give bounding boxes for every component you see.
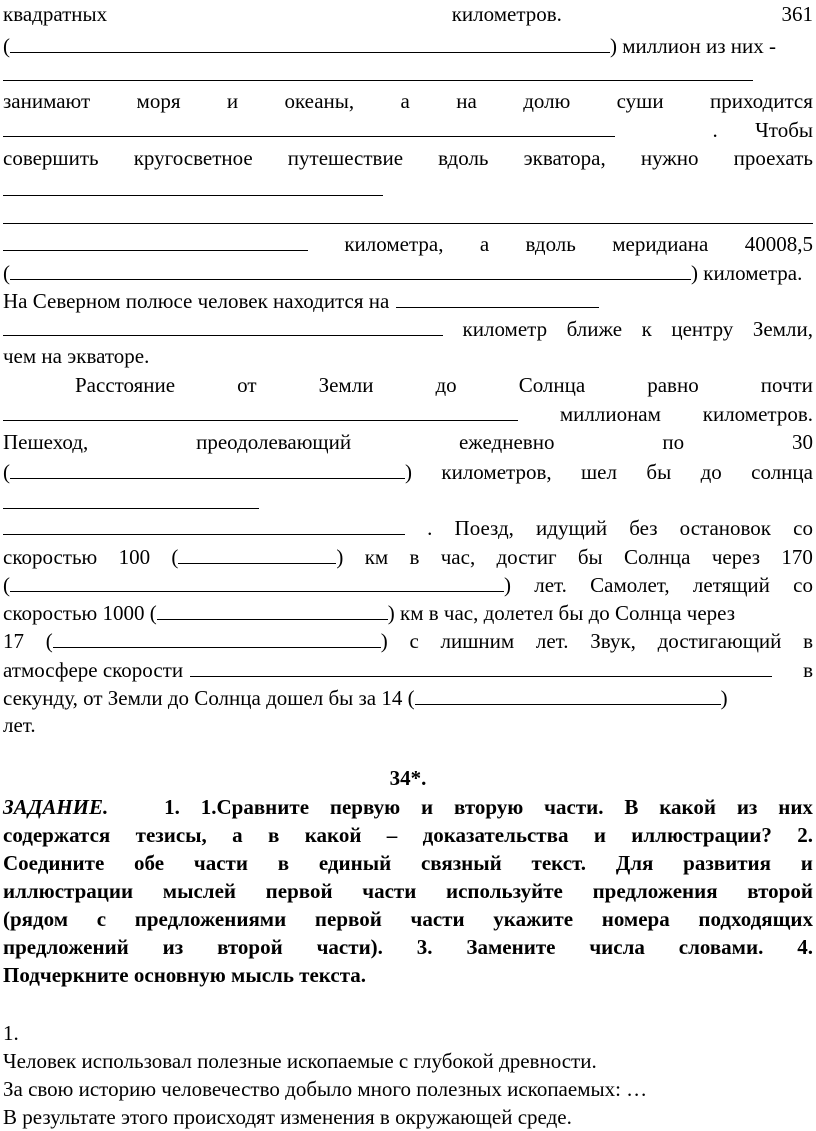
part-number xyxy=(3,1020,813,1047)
word: Поезд, xyxy=(454,516,514,540)
word: части xyxy=(410,907,465,931)
word: . xyxy=(427,516,433,540)
word: бы xyxy=(646,460,672,484)
task-line-6 xyxy=(3,934,813,961)
word: обе xyxy=(134,851,165,875)
word: связный xyxy=(420,851,502,875)
text-line-15 xyxy=(3,400,813,427)
word: 1. xyxy=(164,795,180,819)
task-line-2 xyxy=(3,822,813,849)
word: первой xyxy=(314,907,382,931)
word: а xyxy=(400,89,410,113)
word: с xyxy=(409,629,419,653)
paren: ( xyxy=(171,545,179,569)
text-line-16 xyxy=(3,429,813,456)
word: приходится xyxy=(709,89,813,113)
word: бы xyxy=(577,545,603,569)
text-line-23 xyxy=(3,627,813,654)
fill-in-blank[interactable] xyxy=(3,315,443,336)
word: совершить xyxy=(3,146,99,170)
paren: ( xyxy=(3,34,10,58)
word: а xyxy=(232,823,243,847)
word: кругосветное xyxy=(133,146,253,170)
word: из xyxy=(162,935,184,959)
text-line-5 xyxy=(3,116,813,143)
text-run: секунду, от Земли до Солнца дошел бы за 14 ( xyxy=(3,686,415,710)
word: океаны, xyxy=(284,89,355,113)
text-line-9 xyxy=(3,230,813,257)
word: второй xyxy=(747,879,813,903)
word: Земли, xyxy=(752,317,813,341)
paren: ) xyxy=(336,545,344,569)
word: идущий xyxy=(536,516,608,540)
word: км xyxy=(364,545,389,569)
word: лет. xyxy=(535,629,569,653)
text-line-2 xyxy=(3,32,813,59)
word: солнца xyxy=(751,460,813,484)
fill-in-blank[interactable] xyxy=(10,32,610,53)
text-line-21 xyxy=(3,571,813,598)
fill-in-blank[interactable] xyxy=(396,287,599,308)
word: долю xyxy=(523,89,571,113)
word: достиг xyxy=(496,545,557,569)
task-line-7 xyxy=(3,962,813,989)
task-line-1 xyxy=(3,794,813,821)
fill-in-blank[interactable] xyxy=(3,400,518,421)
word: В xyxy=(624,795,639,819)
text-line-25 xyxy=(3,684,813,711)
word: Пешеход, xyxy=(3,430,89,454)
number: 40008,5 xyxy=(744,232,813,256)
word: вторую xyxy=(454,795,524,819)
word: Земли xyxy=(318,373,374,397)
word: второй xyxy=(217,935,283,959)
text-run: ) км в час, долетел бы до Солнца через xyxy=(387,601,736,625)
fill-in-blank[interactable] xyxy=(178,543,336,564)
word: используйте xyxy=(446,879,563,903)
fill-in-blank[interactable] xyxy=(10,458,405,479)
text-line-22 xyxy=(3,599,813,626)
word: мыслей xyxy=(162,879,236,903)
text-run: 1. xyxy=(3,1021,19,1045)
word: какой xyxy=(304,823,362,847)
word: Звук, xyxy=(590,629,636,653)
text-run: атмосфере скорости xyxy=(3,658,184,682)
word: тезисы, xyxy=(135,823,207,847)
word: лишним xyxy=(440,629,515,653)
word: Соедините xyxy=(3,851,105,875)
word: первую xyxy=(329,795,401,819)
word: 3. xyxy=(416,935,433,959)
number: 17 xyxy=(3,629,24,653)
word: с xyxy=(96,907,107,931)
word: – xyxy=(386,823,398,847)
fill-in-blank[interactable] xyxy=(3,230,308,251)
word: предложениями xyxy=(134,907,287,931)
word: а xyxy=(479,232,490,256)
fill-in-blank[interactable] xyxy=(190,656,772,677)
word: подходящих xyxy=(698,907,813,931)
word: них xyxy=(778,795,813,819)
text-line-1 xyxy=(3,1,813,28)
word: меридиана xyxy=(612,232,709,256)
word: от xyxy=(237,373,257,397)
fill-in-blank[interactable] xyxy=(3,223,813,224)
text-run: скоростью 1000 ( xyxy=(3,601,157,625)
word: развития xyxy=(683,851,772,875)
text-line-10 xyxy=(3,259,813,286)
word: 1.Сравните xyxy=(200,795,310,819)
word: почти xyxy=(760,373,813,397)
word: части xyxy=(362,879,417,903)
word: центру xyxy=(671,317,734,341)
word: нужно xyxy=(640,146,699,170)
word: квадратных xyxy=(3,2,108,26)
word: проехать xyxy=(733,146,813,170)
word: по xyxy=(662,430,685,454)
word: километров, xyxy=(441,460,552,484)
word: части xyxy=(193,851,248,875)
fill-in-blank[interactable] xyxy=(157,599,388,620)
text-run: чем на экваторе. xyxy=(3,344,150,368)
word: со xyxy=(793,516,813,540)
word: Солнца xyxy=(623,545,691,569)
word: до xyxy=(700,460,722,484)
paren: ( xyxy=(3,261,10,285)
word: со xyxy=(793,573,813,597)
word: в xyxy=(268,823,280,847)
word: вдоль xyxy=(525,232,576,256)
word: до xyxy=(435,373,457,397)
fill-in-blank[interactable] xyxy=(3,116,615,137)
text-run: Подчеркните основную мысль текста. xyxy=(3,963,367,987)
word: 2. xyxy=(797,823,813,847)
word: миллионам xyxy=(559,402,661,426)
word: числа xyxy=(589,935,645,959)
word: предложения xyxy=(592,879,718,903)
word: километр xyxy=(462,317,548,341)
word: час, xyxy=(440,545,476,569)
task-line-4 xyxy=(3,878,813,905)
word: километров. xyxy=(702,402,813,426)
paren: ) xyxy=(720,686,728,710)
paren: ) xyxy=(380,629,388,653)
text-line-p3 xyxy=(3,1076,813,1103)
word: преодолевающий xyxy=(196,430,352,454)
fill-in-blank[interactable] xyxy=(3,195,383,196)
text-line-12 xyxy=(3,315,813,342)
task-line-3 xyxy=(3,850,813,877)
word: 4. xyxy=(797,935,813,959)
word: первой xyxy=(265,879,333,903)
word: Солнца xyxy=(518,373,586,397)
word: укажите xyxy=(493,907,574,931)
page-number: 361 xyxy=(781,2,813,26)
number: 170 xyxy=(781,545,813,569)
word: части. xyxy=(544,795,604,819)
task-line-5 xyxy=(3,906,813,933)
text-line-4 xyxy=(3,88,813,115)
word: и xyxy=(800,851,813,875)
word: Расстояние xyxy=(75,373,176,397)
text-line-11 xyxy=(3,287,813,314)
paren: ( xyxy=(3,460,10,484)
word: шел xyxy=(581,460,617,484)
word: какой xyxy=(659,795,716,819)
word: через xyxy=(711,545,761,569)
word: предложений xyxy=(3,935,129,959)
text-line-24 xyxy=(3,656,813,683)
word: суши xyxy=(616,89,664,113)
word: километров. xyxy=(451,2,562,26)
text-line-6 xyxy=(3,145,813,172)
word: . xyxy=(712,118,718,142)
fill-in-blank[interactable] xyxy=(3,80,753,81)
word: и xyxy=(421,795,434,819)
word: ежедневно xyxy=(458,430,555,454)
text-line-17 xyxy=(3,458,813,485)
word: занимают xyxy=(3,89,91,113)
word: иллюстрации? xyxy=(631,823,772,847)
word: текст. xyxy=(531,851,587,875)
word: достигающий xyxy=(657,629,782,653)
word: из xyxy=(736,795,758,819)
text-line-26 xyxy=(3,712,813,739)
word: и xyxy=(226,89,239,113)
word: моря xyxy=(136,89,181,113)
text-run: ) миллион из них - xyxy=(610,34,776,58)
word: скоростью xyxy=(3,545,98,569)
task-label: ЗАДАНИЕ. xyxy=(3,795,109,819)
number: 100 xyxy=(118,545,151,569)
word: в xyxy=(409,545,420,569)
word: летящий xyxy=(692,573,770,597)
fill-in-blank[interactable] xyxy=(415,684,721,705)
text-run: ) километра. xyxy=(691,261,803,285)
exercise-number xyxy=(3,765,813,792)
text-line-13 xyxy=(3,343,813,370)
word: номера xyxy=(601,907,670,931)
word: Замените xyxy=(466,935,556,959)
fill-in-blank[interactable] xyxy=(10,259,691,280)
word: в xyxy=(277,851,290,875)
text-run: Человек использовал полезные ископаемые с глубокой древности. xyxy=(3,1049,597,1073)
word: к xyxy=(641,317,652,341)
exercise-number-text: 34*. xyxy=(389,766,427,790)
word: части). xyxy=(316,935,383,959)
word: вдоль xyxy=(438,146,489,170)
word: в xyxy=(803,658,813,682)
text-line-p2 xyxy=(3,1048,813,1075)
text-run: На Северном полюсе человек находится на xyxy=(3,289,390,313)
fill-in-blank[interactable] xyxy=(3,514,405,535)
paren: ) xyxy=(405,460,412,484)
text-line-20 xyxy=(3,543,813,570)
word: ближе xyxy=(566,317,623,341)
text-line-p4 xyxy=(3,1104,813,1131)
text-run: лет. xyxy=(3,713,36,737)
word: километра, xyxy=(344,232,444,256)
fill-in-blank[interactable] xyxy=(10,571,504,592)
text-line-19 xyxy=(3,514,813,541)
word: единый xyxy=(318,851,392,875)
word: путешествие xyxy=(287,146,404,170)
word: равно xyxy=(647,373,699,397)
word: иллюстрации xyxy=(3,879,134,903)
paren: ( xyxy=(45,629,53,653)
word: в xyxy=(803,629,813,653)
paren: ( xyxy=(3,573,10,597)
paren: ) xyxy=(504,573,511,597)
text-run: За свою историю человечество добыло много полезных ископаемых: … xyxy=(3,1077,648,1101)
word: без xyxy=(629,516,658,540)
word: остановок xyxy=(679,516,771,540)
word: содержатся xyxy=(3,823,111,847)
text-run: В результате этого происходят изменения в окружающей среде. xyxy=(3,1105,572,1129)
fill-in-blank[interactable] xyxy=(53,627,381,648)
fill-in-blank[interactable] xyxy=(3,508,259,509)
word: (рядом xyxy=(3,907,69,931)
word: словами. xyxy=(678,935,764,959)
word: Для xyxy=(615,851,654,875)
word: лет. xyxy=(534,573,567,597)
word: экватора, xyxy=(523,146,606,170)
word: Чтобы xyxy=(755,118,813,142)
word: доказательства xyxy=(422,823,569,847)
word: на xyxy=(456,89,477,113)
word: и xyxy=(593,823,606,847)
number: 30 xyxy=(791,430,813,454)
text-line-14 xyxy=(75,372,813,399)
word: Самолет, xyxy=(590,573,670,597)
